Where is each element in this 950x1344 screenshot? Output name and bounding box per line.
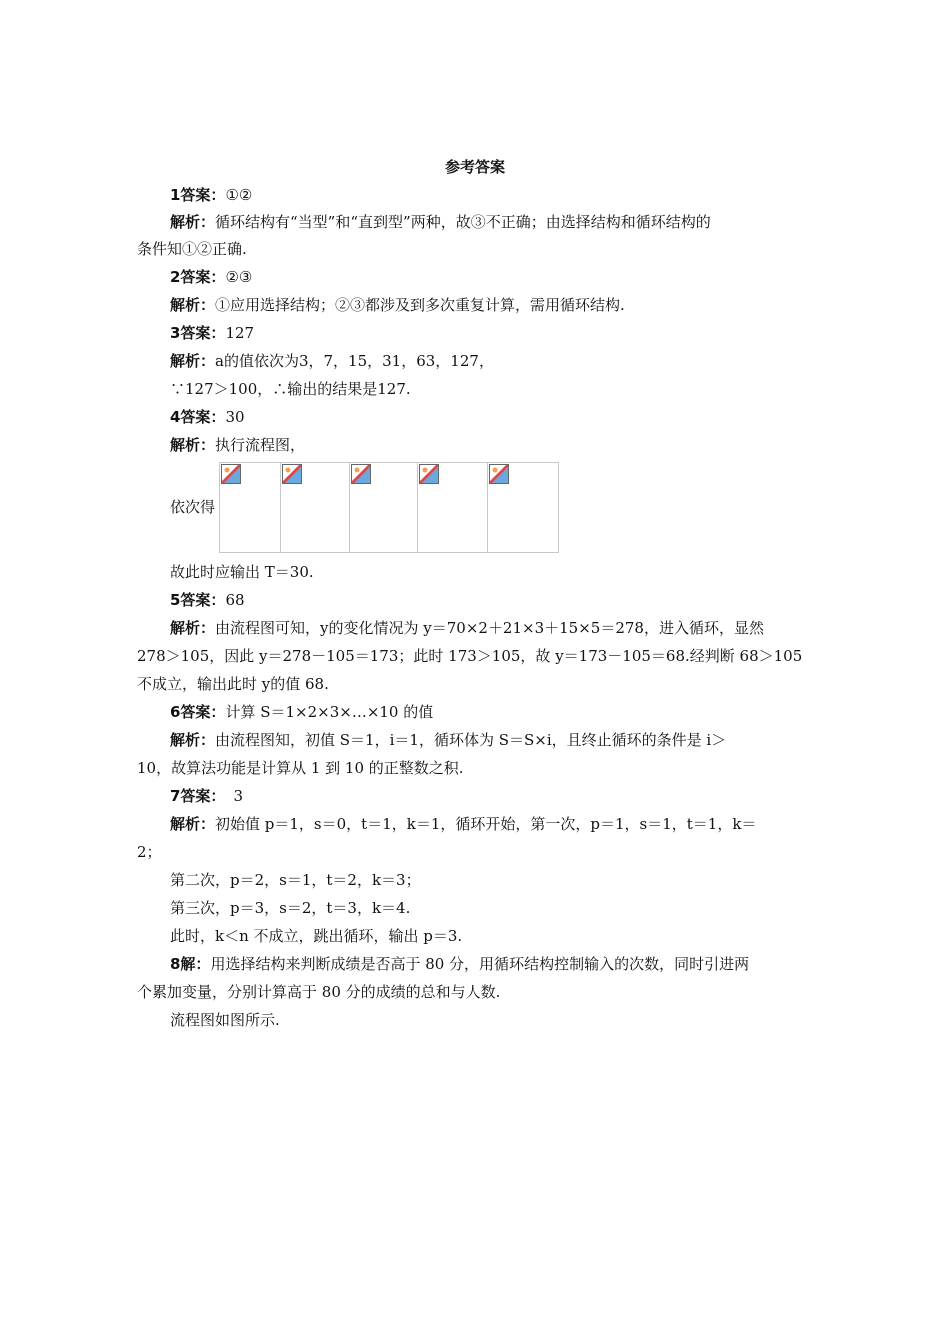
- q2-answer: ②③: [225, 268, 253, 286]
- q2-exp-label: 解析：: [170, 296, 216, 314]
- q7-answer: 3: [233, 787, 243, 805]
- broken-image-icon: [351, 464, 371, 484]
- q6-answer: 计算 S＝1×2×3×…×10 的值: [225, 703, 434, 721]
- q7-exp-line1: [170, 813, 756, 835]
- q8-line1: [170, 953, 749, 975]
- q5-exp-line3: 不成立，输出此时 y的值 68.: [137, 675, 329, 693]
- q6-exp-line1: [170, 729, 726, 751]
- q3-answer: 127: [225, 324, 255, 342]
- q1-label: 1答案：: [170, 186, 226, 204]
- q8-label: 8解：: [170, 955, 211, 973]
- q7-exp-line4: 第三次，p＝3，s＝2，t＝3，k＝4.: [170, 899, 411, 917]
- q4-conclusion: 故此时应输出 T＝30.: [170, 563, 314, 581]
- q4-answer: 30: [225, 408, 245, 426]
- q3-exp-line1: [170, 350, 494, 372]
- q5-exp-label: 解析：: [170, 619, 216, 637]
- q4-answer-line: [170, 406, 245, 428]
- q5-exp-line1: [170, 617, 764, 639]
- q1-answer: ①②: [225, 186, 253, 204]
- table-cell: [488, 463, 558, 552]
- q6-exp-label: 解析：: [170, 731, 216, 749]
- table-cell: [418, 463, 488, 552]
- broken-image-icon: [221, 464, 241, 484]
- q7-exp-text: 初始值 p＝1，s＝0，t＝1，k＝1，循环开始，第一次，p＝1，s＝1，t＝1，k＝: [215, 815, 757, 833]
- broken-image-icon: [489, 464, 509, 484]
- q3-exp-label: 解析：: [170, 352, 216, 370]
- q4-exp-text: 执行流程图，: [215, 436, 306, 454]
- q7-exp-line2: 2；: [137, 843, 162, 861]
- q6-answer-line: [170, 701, 433, 723]
- table-cell: [350, 463, 419, 552]
- table-cell: [220, 463, 281, 552]
- q1-exp-line1: [170, 211, 815, 233]
- q3-exp-line2: ∵127＞100，∴输出的结果是127.: [170, 380, 411, 398]
- broken-image-icon: [282, 464, 302, 484]
- q4-exp-label: 解析：: [170, 436, 216, 454]
- q5-exp-line2: 278＞105，因此 y＝278－105＝173；此时 173＞105，故 y＝173－105＝68.经判断 68＞105: [137, 647, 803, 665]
- table-cell: [281, 463, 350, 552]
- q7-exp-line5: 此时，k＜n 不成立，跳出循环，输出 p＝3.: [170, 927, 463, 945]
- q7-exp-label: 解析：: [170, 815, 216, 833]
- q3-exp-text: a的值依次为3，7，15，31，63，127，: [215, 352, 494, 370]
- q5-exp-text: 由流程图可知，y的变化情况为 y＝70×2＋21×3＋15×5＝278，进入循环，显然: [215, 619, 764, 637]
- q8-text: 用选择结构来判断成绩是否高于 80 分，用循环结构控制输入的次数，同时引进两: [210, 955, 750, 973]
- q8-line2: 个累加变量，分别计算高于 80 分的成绩的总和与人数.: [137, 983, 501, 1001]
- q6-label: 6答案：: [170, 703, 226, 721]
- q1-exp-label: 解析：: [170, 213, 216, 231]
- q3-label: 3答案：: [170, 324, 226, 342]
- q1-exp-text: 循环结构有“当型”和“直到型”两种，故③不正确；由选择结构和循环结构的: [215, 213, 711, 231]
- q2-exp-line: [170, 294, 625, 316]
- q4-exp-line: [170, 434, 305, 456]
- q3-answer-line: [170, 322, 254, 344]
- q1-answer-line: [170, 184, 252, 206]
- q4-label: 4答案：: [170, 408, 226, 426]
- q5-label: 5答案：: [170, 591, 226, 609]
- q2-exp-text: ①应用选择结构；②③都涉及到多次重复计算，需用循环结构.: [215, 296, 625, 314]
- q8-line3: 流程图如图所示.: [170, 1011, 280, 1029]
- q5-answer: 68: [225, 591, 245, 609]
- broken-image-icon: [419, 464, 439, 484]
- q4-iteration-table: [219, 462, 559, 553]
- q7-exp-line3: 第二次，p＝2，s＝1，t＝2，k＝3；: [170, 871, 421, 889]
- q2-label: 2答案：: [170, 268, 226, 286]
- page-title: 参考答案: [444, 158, 505, 176]
- q4-sequence-label: 依次得: [170, 498, 216, 516]
- q6-exp-line2: 10，故算法功能是计算从 1 到 10 的正整数之积.: [137, 759, 464, 777]
- q2-answer-line: [170, 266, 252, 288]
- q7-answer-line: [170, 785, 243, 807]
- q6-exp-text: 由流程图知，初值 S＝1，i＝1，循环体为 S＝S×i，且终止循环的条件是 i＞: [215, 731, 727, 749]
- q1-exp-line2: 条件知①②正确.: [137, 240, 247, 258]
- q7-label: 7答案：: [170, 787, 226, 805]
- q5-answer-line: [170, 589, 245, 611]
